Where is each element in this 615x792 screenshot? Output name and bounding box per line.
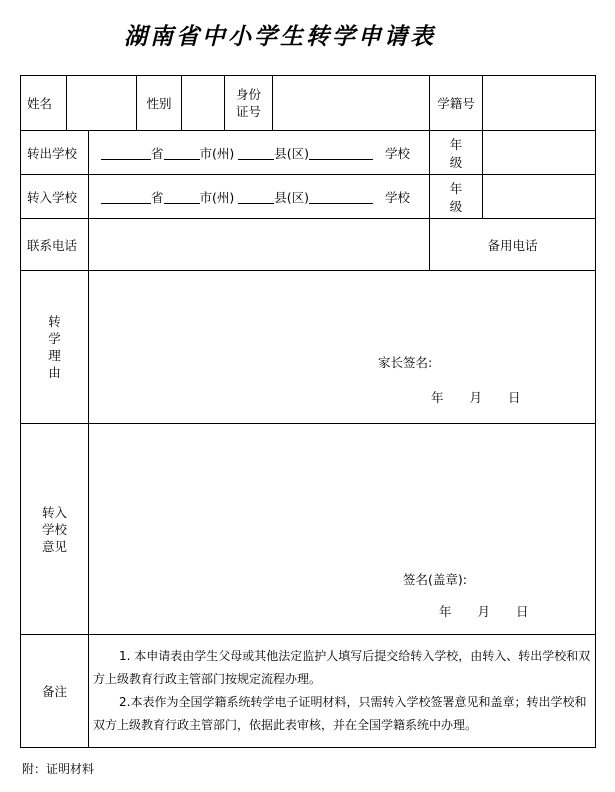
in-province-blank[interactable] <box>101 191 151 204</box>
out-grade-label: 年级 <box>430 131 483 175</box>
out-province-blank[interactable] <box>101 147 151 160</box>
gender-label: 性别 <box>137 76 182 131</box>
id-number-field[interactable] <box>273 76 430 131</box>
phone-label: 联系电话 <box>21 219 89 271</box>
remark-note-2: 2.本表作为全国学籍系统转学电子证明材料，只需转入学校签署意见和盖章；转出学校和双方上级教育行政主管部门，依据此表审核，并在全国学籍系统中办理。 <box>93 695 587 732</box>
student-no-field[interactable] <box>483 76 596 131</box>
out-county-blank[interactable] <box>238 147 274 160</box>
remark-note-1: 1. 本申请表由学生父母或其他法定监护人填写后提交给转入学校，由转入、转出学校和双方上级教育行政主管部门按规定流程办理。 <box>93 649 591 686</box>
backup-phone-label: 备用电话 <box>430 219 596 271</box>
transfer-application-table <box>20 75 596 748</box>
parent-signature-label: 家长签名: <box>378 355 433 370</box>
attachment-note: 附：证明材料 <box>22 762 95 776</box>
seal-signature-label: 签名(盖章): <box>403 572 467 587</box>
out-school-label: 转出学校 <box>21 131 89 175</box>
out-school-blank[interactable] <box>309 147 373 160</box>
reason-field[interactable] <box>89 271 596 424</box>
out-city-blank[interactable] <box>164 147 200 160</box>
remarks-label: 备注 <box>21 635 89 748</box>
remarks-content <box>89 635 596 748</box>
reason-date: 年 月 日 <box>431 390 521 405</box>
gender-field[interactable] <box>182 76 225 131</box>
id-number-label: 身份 证号 <box>225 76 273 131</box>
in-school-label: 转入学校 <box>21 175 89 219</box>
in-county-blank[interactable] <box>238 191 274 204</box>
out-grade-field[interactable] <box>483 131 596 175</box>
in-grade-field[interactable] <box>483 175 596 219</box>
student-no-label: 学籍号 <box>430 76 483 131</box>
opinion-label: 转入 学校 意见 <box>21 424 89 635</box>
in-grade-label: 年级 <box>430 175 483 219</box>
form-title: 湖南省中小学生转学申请表 <box>124 23 436 50</box>
out-school-address[interactable]: 省 市(州) 县(区) 学校 <box>89 131 430 175</box>
opinion-field[interactable] <box>89 424 596 635</box>
in-school-blank[interactable] <box>309 191 373 204</box>
opinion-date: 年 月 日 <box>439 604 529 619</box>
name-field[interactable] <box>67 76 137 131</box>
phone-field[interactable] <box>89 219 430 271</box>
in-city-blank[interactable] <box>164 191 200 204</box>
in-school-address[interactable]: 省 市(州) 县(区) 学校 <box>89 175 430 219</box>
reason-label: 转 学 理 由 <box>21 271 89 424</box>
name-label: 姓名 <box>21 76 67 131</box>
